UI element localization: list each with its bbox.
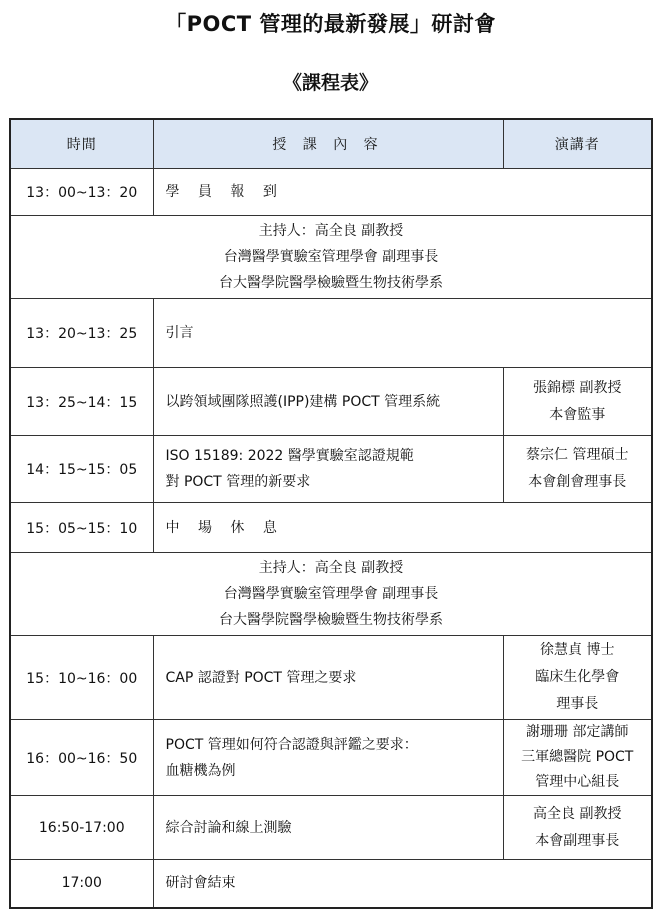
speaker-cell [503,636,652,720]
page-title: 「POCT 管理的最新發展」研討會 [165,12,496,36]
host-department: 台大醫學院醫學檢驗暨生物技術學系 [219,275,443,291]
topic-line: 血糖機為例 [165,762,236,779]
topic-cell: 學 員 報 到 [153,169,652,216]
topic-cell: 中 場 休 息 [153,503,652,553]
speaker-name: 徐慧貞 博士 [540,642,615,658]
speaker-cell [503,720,652,796]
header-content: 授 課 內 容 [153,119,503,169]
schedule-table [9,118,653,909]
host-name: 主持人：高全良 副教授 [258,223,404,239]
time-cell: 17:00 [10,860,153,908]
host-cell [10,553,652,636]
time-cell: 14：15~15：05 [10,436,153,503]
topic-cell: 綜合討論和線上測驗 [153,796,503,860]
speaker-title: 本會創會理事長 [528,474,627,490]
topic-cell: 研討會結束 [153,860,652,908]
speaker-name: 謝珊珊 部定講師 [526,724,629,740]
speaker-cell [503,368,652,436]
topic-cell: 引言 [153,299,652,368]
host-affiliation: 台灣醫學實驗室管理學會 副理事長 [223,249,439,265]
time-cell: 13：00~13：20 [10,169,153,216]
table-row [10,720,652,796]
topic-cell [153,436,503,503]
speaker-title: 本會副理事長 [535,832,620,849]
time-cell: 15：05~15：10 [10,503,153,553]
header-speaker: 演講者 [503,119,652,169]
topic-cell: CAP 認證對 POCT 管理之要求 [153,636,503,720]
speaker-title: 管理中心組長 [535,774,620,790]
time-cell: 16:50-17:00 [10,796,153,860]
header-row [10,119,652,169]
speaker-title: 理事長 [556,696,599,712]
topic-cell: 以跨領域團隊照護(IPP)建構 POCT 管理系統 [153,368,503,436]
speaker-name: 蔡宗仁 管理碩士 [526,447,629,463]
table-row [10,299,652,368]
speaker-title: 本會監事 [549,406,606,423]
speaker-title: 三軍總醫院 POCT [521,749,634,765]
host-cell [10,216,652,299]
host-row [10,553,652,636]
speaker-cell [503,436,652,503]
topic-line: 對 POCT 管理的新要求 [165,474,311,490]
speaker-cell [503,796,652,860]
table-row [10,169,652,216]
table-row [10,368,652,436]
host-department: 台大醫學院醫學檢驗暨生物技術學系 [219,612,443,628]
time-cell: 15：10~16：00 [10,636,153,720]
speaker-name: 高全良 副教授 [533,805,622,822]
table-row [10,503,652,553]
speaker-title: 臨床生化學會 [535,669,620,685]
table-row [10,636,652,720]
topic-line: POCT 管理如何符合認證與評鑑之要求： [165,736,418,753]
topic-cell [153,720,503,796]
table-row [10,436,652,503]
speaker-name: 張錦標 副教授 [533,379,622,396]
host-name: 主持人：高全良 副教授 [258,560,404,576]
host-affiliation: 台灣醫學實驗室管理學會 副理事長 [223,586,439,602]
topic-line: ISO 15189: 2022 醫學實驗室認證規範 [165,448,414,464]
time-cell: 16：00~16：50 [10,720,153,796]
time-cell: 13：25~14：15 [10,368,153,436]
host-row [10,216,652,299]
header-time: 時間 [10,119,153,169]
schedule-subtitle: 《課程表》 [282,72,378,94]
table-row [10,860,652,908]
table-row [10,796,652,860]
time-cell: 13：20~13：25 [10,299,153,368]
